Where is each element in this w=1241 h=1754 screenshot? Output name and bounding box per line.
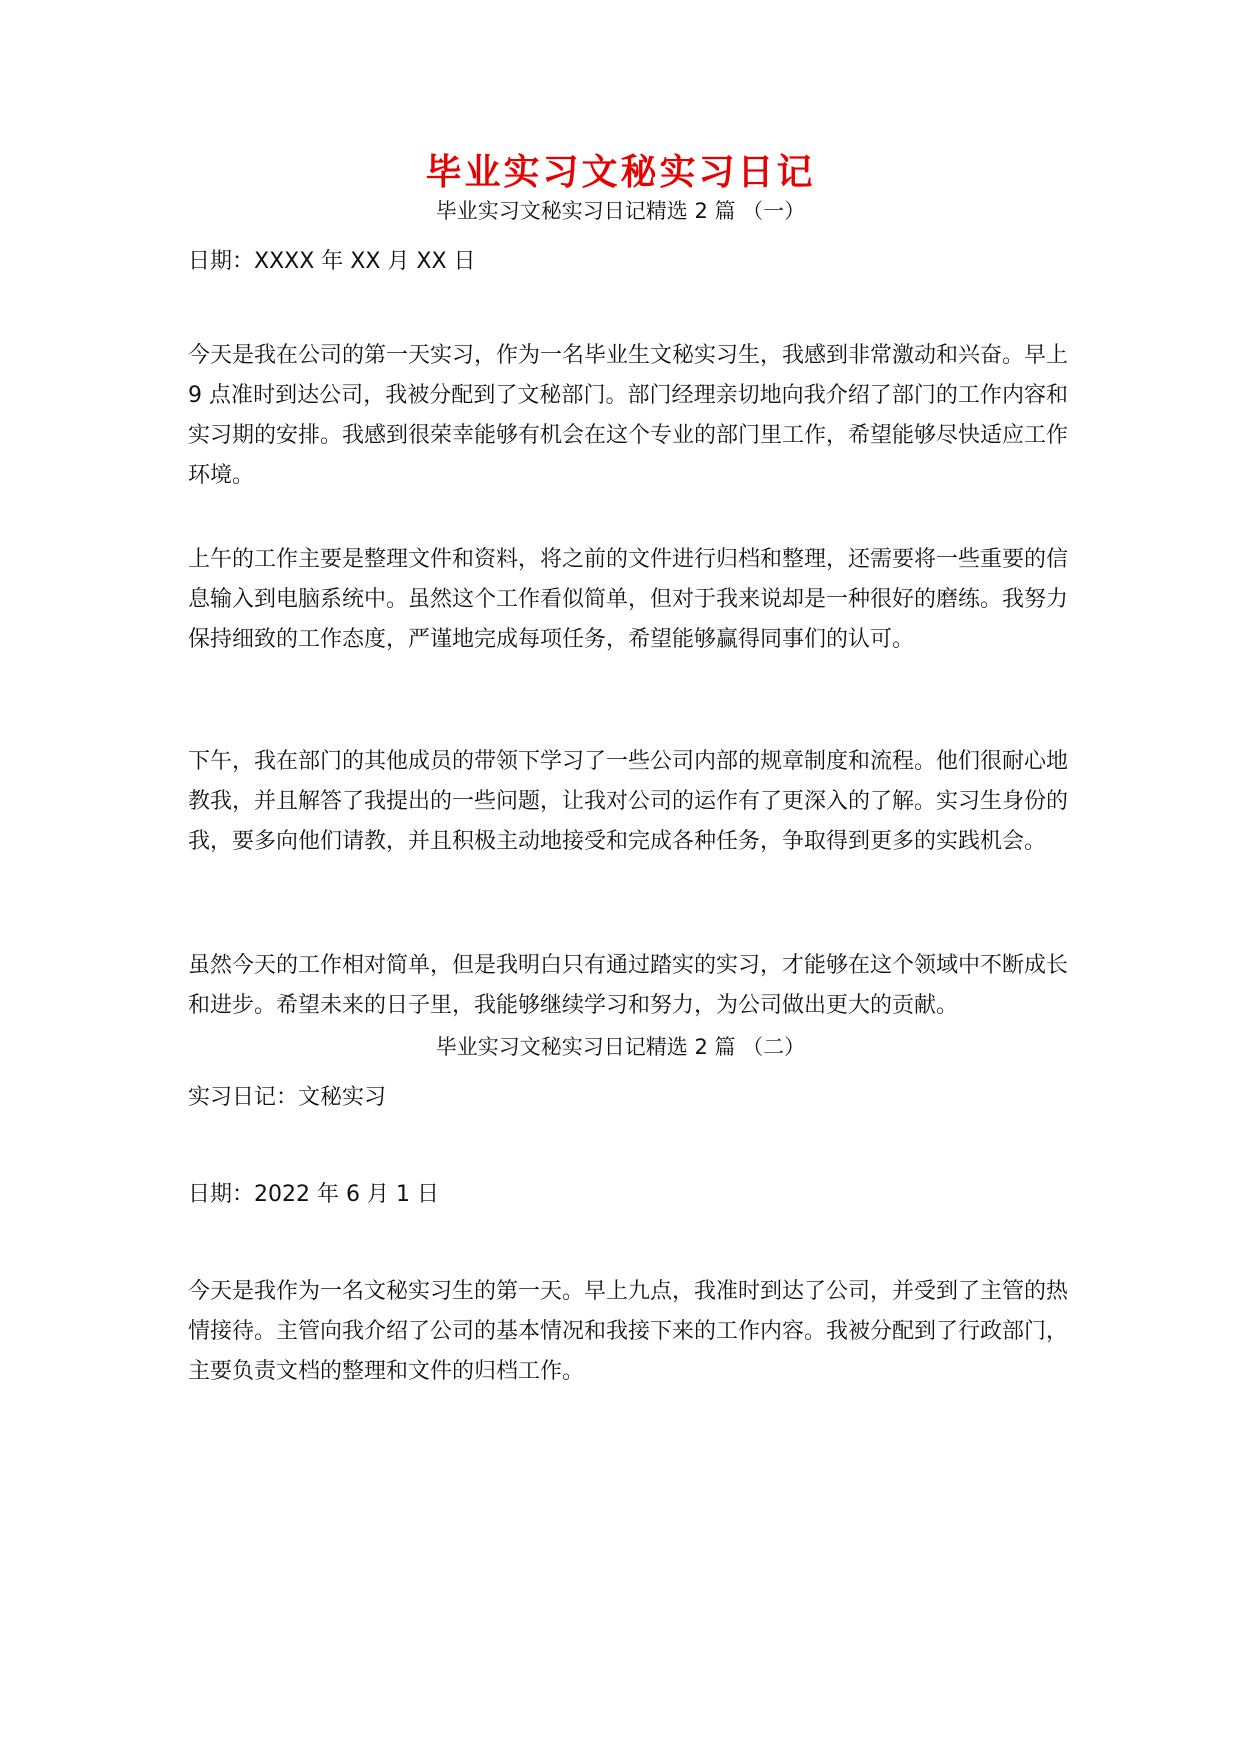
section-1-paragraph-2: 上午的工作主要是整理文件和资料，将之前的文件进行归档和整理，还需要将一些重要的信息输入到电脑系统中。虽然这个工作看似简单，但对于我来说却是一种很好的磨练。我努力保持细致的工作态度，严谨地完成每项任务，希望能够赢得同事们的认可。 — [188, 547, 1069, 652]
section-2-heading: 毕业实习文秘实习日记精选 2 篇 （二） — [435, 1035, 806, 1059]
section-1-paragraph-3: 下午，我在部门的其他成员的带领下学习了一些公司内部的规章制度和流程。他们很耐心地教我，并且解答了我提出的一些问题，让我对公司的运作有了更深入的了解。实习生身份的我，要多向他们请教，并且积极主动地接受和完成各种任务，争取得到更多的实践机会。 — [188, 749, 1069, 854]
section-1-heading: 毕业实习文秘实习日记精选 2 篇 （一） — [435, 199, 806, 223]
section-1-paragraph-4: 虽然今天的工作相对简单，但是我明白只有通过踏实的实习，才能够在这个领域中不断成长和进步。希望未来的日子里，我能够继续学习和努力，为公司做出更大的贡献。 — [188, 953, 1069, 1018]
section-1-paragraph-1: 今天是我在公司的第一天实习，作为一名毕业生文秘实习生，我感到非常激动和兴奋。早上 9 点准时到达公司，我被分配到了文秘部门。部门经理亲切地向我介绍了部门的工作内容和实习期的安排。我感到很荣幸能够有机会在这个专业的部门里工作，希望能够尽快适应工作环境。 — [188, 343, 1069, 488]
document-title: 毕业实习文秘实习日记 — [425, 152, 816, 193]
section-2-date: 日期：2022 年 6 月 1 日 — [188, 1182, 439, 1207]
section-2-label: 实习日记：文秘实习 — [188, 1085, 387, 1110]
section-2-paragraph-1: 今天是我作为一名文秘实习生的第一天。早上九点，我准时到达了公司，并受到了主管的热情接待。主管向我介绍了公司的基本情况和我接下来的工作内容。我被分配到了行政部门，主要负责文档的整理和文件的归档工作。 — [188, 1279, 1069, 1384]
section-1-date: 日期：XXXX 年 XX 月 XX 日 — [188, 249, 476, 274]
